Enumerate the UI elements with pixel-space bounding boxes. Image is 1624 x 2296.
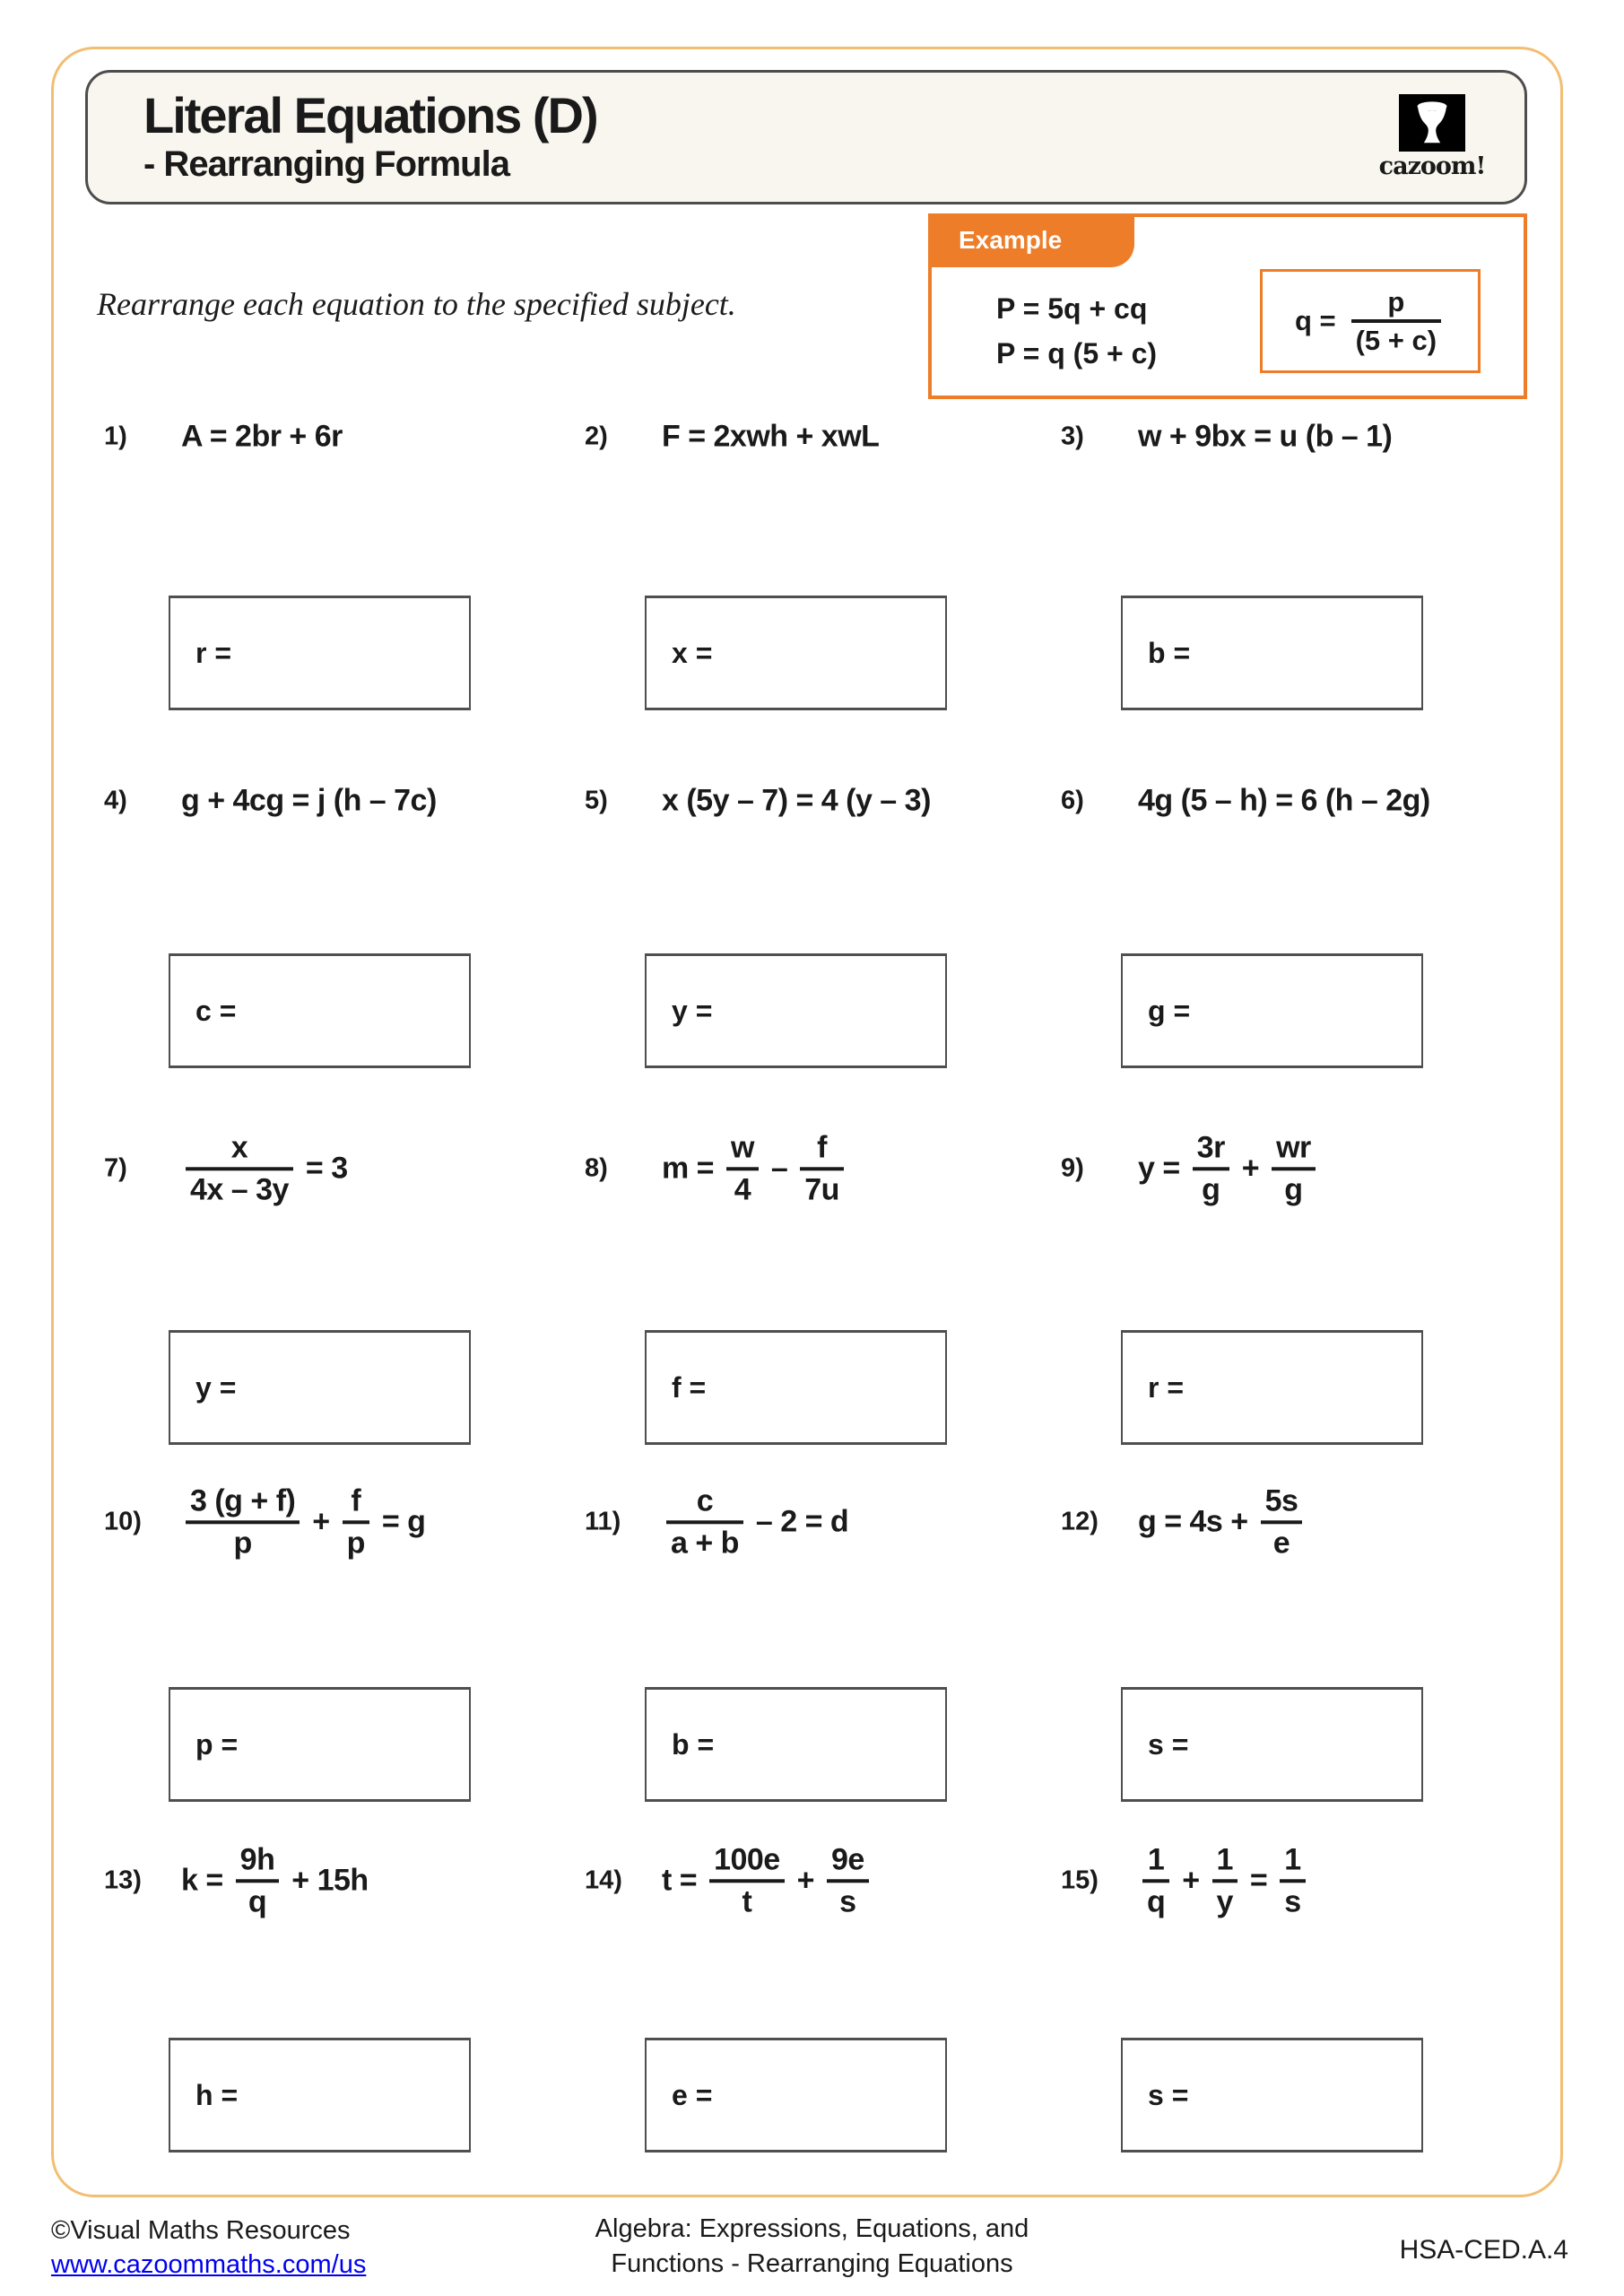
fraction-numerator: x (230, 1130, 248, 1165)
equation-text: w + 9bx = u (b – 1) (1138, 419, 1393, 454)
fraction-denominator: q (248, 1884, 267, 1918)
example-box (928, 213, 1527, 399)
problem-number: 7) (104, 1153, 127, 1183)
fraction-bar (1193, 1167, 1229, 1170)
answer-label: f = (672, 1370, 707, 1404)
equation (1138, 1131, 1320, 1205)
equation-text: F = 2xwh + xwL (662, 419, 880, 454)
equation (1138, 784, 1430, 819)
equation (662, 1843, 873, 1918)
problem-11 (585, 1484, 848, 1559)
answer-box-12[interactable] (1121, 1687, 1423, 1802)
fraction-numerator: wr (1276, 1130, 1311, 1165)
instruction-text: Rearrange each equation to the specified subject. (97, 286, 736, 322)
answer-box-11[interactable] (645, 1687, 947, 1802)
answer-label: b = (1148, 636, 1191, 669)
example-equations (996, 287, 1157, 376)
equation-text: t = (662, 1863, 706, 1898)
fraction-bar (726, 1167, 759, 1170)
fraction-bar (827, 1879, 869, 1883)
answer-label: g = (1148, 994, 1191, 1027)
equation (662, 1484, 848, 1559)
cazoom-logo (1374, 94, 1490, 180)
fraction (666, 1484, 743, 1559)
answer-label: s = (1148, 2078, 1189, 2111)
equation-text: A = 2br + 6r (181, 419, 343, 454)
equation (1138, 1843, 1310, 1918)
equation (662, 1131, 848, 1205)
problem-2 (585, 420, 879, 455)
fraction-numerator: 9h (239, 1842, 275, 1877)
equation-text: + (1233, 1151, 1268, 1186)
answer-box-8[interactable] (645, 1330, 947, 1445)
topic-line-2: Functions - Rearranging Equations (611, 2249, 1013, 2279)
fraction-denominator: t (742, 1884, 752, 1918)
fraction-bar (1261, 1520, 1303, 1524)
footer-credit (51, 2213, 366, 2283)
equation-text: + (1174, 1863, 1208, 1898)
answer-box-3[interactable] (1121, 596, 1423, 710)
page-title: Literal Equations (D) (143, 86, 597, 144)
equation-text: – 2 = d (747, 1504, 849, 1539)
answer-label: s = (1148, 1727, 1189, 1761)
fraction (1261, 1484, 1303, 1559)
fraction-denominator: g (1284, 1172, 1303, 1206)
fraction (1272, 1131, 1316, 1205)
problem-number: 13) (104, 1866, 142, 1895)
problem-6 (1061, 784, 1430, 819)
fraction-numerator: 100e (714, 1842, 780, 1877)
fraction-numerator: 3r (1196, 1130, 1225, 1165)
fraction (726, 1131, 759, 1205)
fraction-bar (709, 1879, 785, 1883)
problem-12 (1061, 1484, 1307, 1559)
answer-label: y = (672, 994, 713, 1027)
equation-text: x (5y – 7) = 4 (y – 3) (662, 783, 931, 818)
fraction-denominator: e (1272, 1526, 1290, 1560)
equation-text: = (1241, 1863, 1276, 1898)
fraction (186, 1484, 300, 1559)
fraction-denominator: 4x – 3y (190, 1172, 289, 1206)
answer-box-5[interactable] (645, 953, 947, 1068)
problem-number: 1) (104, 422, 127, 451)
page-subtitle: - Rearranging Formula (143, 144, 509, 184)
fraction (186, 1131, 293, 1205)
problem-3 (1061, 420, 1392, 455)
fraction-denominator: s (1284, 1884, 1301, 1918)
header-titles (143, 86, 597, 185)
answer-box-14[interactable] (645, 2038, 947, 2152)
problem-number: 2) (585, 422, 608, 451)
problem-15 (1061, 1843, 1310, 1918)
fraction-numerator: p (1387, 285, 1405, 317)
fraction-denominator: s (839, 1884, 856, 1918)
equation-text: – (762, 1151, 796, 1186)
standard-code: HSA-CED.A.4 (1399, 2235, 1568, 2265)
fraction-bar (1280, 1879, 1305, 1883)
fraction-numerator: 1 (1216, 1842, 1233, 1877)
problem-number: 5) (585, 786, 608, 815)
problem-10 (104, 1484, 425, 1559)
answer-label: p = (195, 1727, 239, 1761)
equation-text: m = (662, 1151, 722, 1186)
drum-icon (1399, 94, 1465, 152)
fraction-denominator: g (1202, 1172, 1220, 1206)
fraction-numerator: 3 (g + f) (190, 1483, 296, 1518)
answer-box-1[interactable] (169, 596, 471, 710)
equation-text: g + 4cg = j (h – 7c) (181, 783, 437, 818)
answer-box-13[interactable] (169, 2038, 471, 2152)
example-tab-label: Example (932, 217, 1134, 267)
problem-5 (585, 784, 931, 819)
answer-box-2[interactable] (645, 596, 947, 710)
problem-number: 8) (585, 1153, 608, 1183)
problem-number: 15) (1061, 1866, 1099, 1895)
fraction-bar (1142, 1879, 1169, 1883)
problem-number: 11) (585, 1507, 621, 1536)
fraction-numerator: f (351, 1483, 361, 1518)
equation (662, 420, 879, 455)
fraction-denominator: (5 + c) (1355, 325, 1437, 356)
equation-text: y = (1138, 1151, 1188, 1186)
answer-box-15[interactable] (1121, 2038, 1423, 2152)
equation (1138, 1484, 1307, 1559)
fraction-numerator: 9e (830, 1842, 864, 1877)
problem-13 (104, 1843, 369, 1918)
answer-label: e = (672, 2078, 713, 2111)
fraction-denominator: p (233, 1526, 252, 1560)
problem-number: 9) (1061, 1153, 1084, 1183)
fraction-numerator: c (696, 1483, 714, 1518)
fraction-numerator: 1 (1147, 1842, 1165, 1877)
fraction-bar (800, 1167, 844, 1170)
fraction-numerator: 5s (1264, 1483, 1298, 1518)
fraction-bar (186, 1520, 300, 1524)
fraction-denominator: a + b (671, 1526, 739, 1560)
fraction-bar (236, 1879, 280, 1883)
copyright-text: ©Visual Maths Resources (51, 2216, 351, 2245)
fraction-bar (1212, 1879, 1238, 1883)
fraction-numerator: w (730, 1130, 754, 1165)
fraction (1212, 1843, 1238, 1918)
problem-number: 12) (1061, 1507, 1099, 1536)
equation-text: = g (373, 1504, 426, 1539)
fraction (1193, 1131, 1229, 1205)
problem-8 (585, 1131, 848, 1205)
answer-box-10[interactable] (169, 1687, 471, 1802)
fraction-bar (666, 1520, 743, 1524)
answer-box-7[interactable] (169, 1330, 471, 1445)
website-link[interactable]: www.cazoommaths.com/us (51, 2250, 367, 2280)
equation-text: + (788, 1863, 822, 1898)
answer-label: x = (672, 636, 713, 669)
problem-14 (585, 1843, 873, 1918)
equation (181, 784, 437, 819)
fraction (236, 1843, 280, 1918)
fraction (1280, 1843, 1305, 1918)
answer-box-9[interactable] (1121, 1330, 1423, 1445)
problem-number: 3) (1061, 422, 1084, 451)
answer-label: c = (195, 994, 237, 1027)
problem-7 (104, 1131, 348, 1205)
fraction-bar (1272, 1167, 1316, 1170)
equation (662, 784, 931, 819)
answer-label: h = (195, 2078, 239, 2111)
answer-label: r = (1148, 1370, 1185, 1404)
problem-4 (104, 784, 437, 819)
equation (181, 1131, 348, 1205)
fraction (1351, 287, 1441, 356)
example-line-2: P = q (5 + c) (996, 336, 1158, 370)
fraction (1142, 1843, 1169, 1918)
fraction-bar (1351, 319, 1441, 323)
problem-number: 6) (1061, 786, 1084, 815)
fraction-bar (186, 1167, 293, 1170)
example-answer-prefix: q = (1294, 305, 1336, 336)
fraction-numerator: 1 (1284, 1842, 1301, 1877)
fraction-denominator: q (1147, 1884, 1166, 1918)
fraction-denominator: 7u (804, 1172, 839, 1206)
fraction-bar (343, 1520, 369, 1524)
problem-1 (104, 420, 343, 455)
problem-number: 14) (585, 1866, 622, 1895)
answer-label: b = (672, 1727, 715, 1761)
footer-topic (595, 2212, 1029, 2282)
equation (181, 1484, 425, 1559)
equation-text: k = (181, 1863, 231, 1898)
equation-text: 4g (5 – h) = 6 (h – 2g) (1138, 783, 1430, 818)
equation-text: = 3 (297, 1151, 348, 1186)
equation (1138, 420, 1392, 455)
fraction (827, 1843, 869, 1918)
equation-text: + 15h (283, 1863, 369, 1898)
logo-text: cazoom! (1378, 152, 1486, 180)
fraction (709, 1843, 785, 1918)
answer-label: r = (195, 636, 232, 669)
problem-number: 10) (104, 1507, 142, 1536)
equation (181, 420, 343, 455)
topic-line-1: Algebra: Expressions, Equations, and (595, 2214, 1029, 2243)
answer-box-4[interactable] (169, 953, 471, 1068)
problem-number: 4) (104, 786, 127, 815)
fraction-denominator: 4 (734, 1172, 751, 1206)
example-line-1: P = 5q + cq (996, 292, 1148, 325)
equation-text: + (304, 1504, 338, 1539)
fraction-denominator: p (346, 1526, 365, 1560)
example-answer-box (1260, 269, 1481, 373)
equation (181, 1843, 369, 1918)
answer-label: y = (195, 1370, 237, 1404)
fraction-numerator: f (817, 1130, 827, 1165)
fraction-denominator: y (1216, 1884, 1233, 1918)
fraction (800, 1131, 844, 1205)
fraction (343, 1484, 369, 1559)
problem-9 (1061, 1131, 1320, 1205)
header (85, 70, 1527, 204)
equation-text: g = 4s + (1138, 1504, 1256, 1539)
answer-box-6[interactable] (1121, 953, 1423, 1068)
